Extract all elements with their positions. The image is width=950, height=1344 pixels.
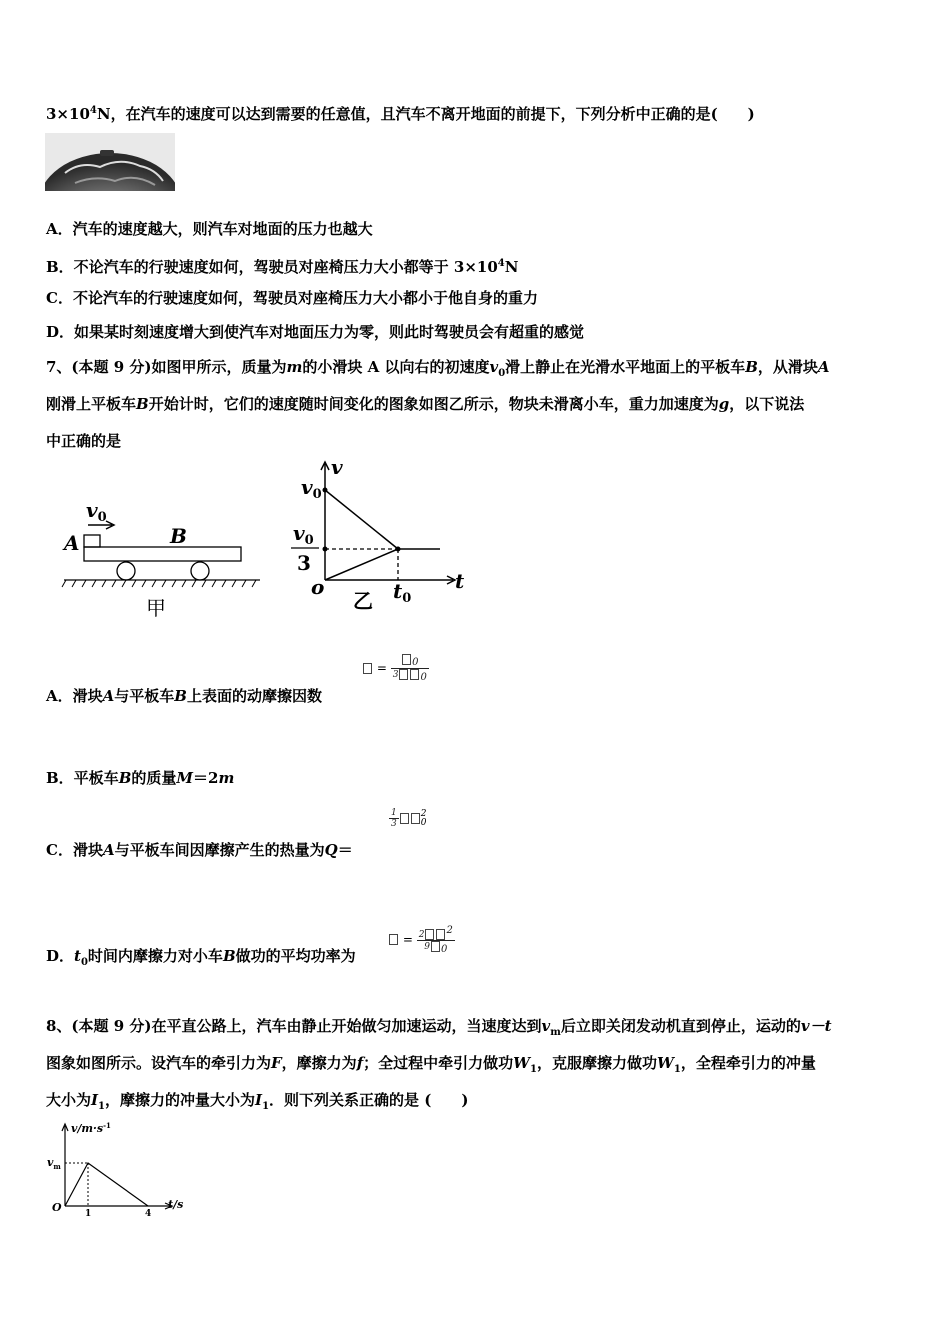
fig-jia-B-label: B (170, 524, 187, 548)
wheel-right (191, 562, 209, 580)
board (84, 547, 241, 561)
q7-stem-line1: 7、(本题 9 分)如图甲所示，质量为m的小滑块 A 以向右的初速度$v_0$滑上静止在光滑水平地面上的平板车B，从滑块A (46, 358, 830, 379)
figure-jia (60, 495, 270, 625)
q7-option-b: B．平板车B的质量M＝2m (46, 769, 235, 787)
formula-c: $\frac{1}{3}$ 2 0 (391, 808, 427, 829)
q6-option-a: A．汽车的速度越大，则汽车对地面的压力也越大 (46, 220, 373, 238)
q8-x-label: t/s (168, 1198, 184, 1211)
fig-yi-caption: 乙 (353, 589, 373, 613)
fig-jia-caption: 甲 (146, 596, 166, 620)
q7-option-d: D．$t_0$时间内摩擦力对小车B做功的平均功率为 (46, 947, 356, 968)
q8-vt-chart (45, 1118, 195, 1218)
formula-d: = $\frac{2 ^2}{9 _0}$ (388, 925, 455, 955)
q8-vm-label: $v_m$ (47, 1156, 61, 1171)
q8-origin-label: O (52, 1201, 62, 1214)
q7-stem-line2: 刚滑上平板车B开始计时，它们的速度随时间变化的图象如图乙所示，物块未滑离小车，重力加速度为g，以下说法 (46, 395, 805, 413)
q6-stem: $3\times 10^4N$，在汽车的速度可以达到需要的任意值，且汽车不离开地面的前提下，下列分析中正确的是( ) (46, 105, 755, 123)
fig-yi-v0: $v_0$ (301, 475, 322, 502)
slider-block (84, 535, 100, 547)
fig-yi-t0: $t_0$ (393, 579, 412, 606)
q6-option-d: D．如果某时刻速度增大到使汽车对地面压力为零，则此时驾驶员会有超重的感觉 (46, 323, 585, 341)
q6-option-b: B．不论汽车的行驶速度如何，驾驶员对座椅压力大小都等于 $3\times 10^4N$ (46, 258, 519, 276)
wheel-left (117, 562, 135, 580)
fig-yi-three: 3 (297, 551, 311, 575)
fig-yi-v0-over-3: $v_0$ (293, 521, 314, 548)
q8-stem-line1: 8、(本题 9 分)在平直公路上，汽车由静止开始做匀加速运动，当速度达到$v_m$后立即关闭发动机直到停止，运动的v－t (46, 1017, 832, 1038)
q7-option-a: A．滑块A与平板车B上表面的动摩擦因数 (46, 687, 322, 705)
q8-stem-line3: 大小为$I_1$，摩擦力的冲量大小为$I_1$．则下列关系正确的是 ( ) (46, 1091, 469, 1112)
fig-yi-origin: o (311, 575, 325, 599)
q8-tick-1: 1 (85, 1209, 92, 1218)
q6-option-c: C．不论汽车的行驶速度如何，驾驶员对座椅压力大小都小于他自身的重力 (46, 289, 538, 307)
q8-y-label: $v/m\cdot s^{-1}$ (71, 1121, 111, 1135)
formula-a: = $\frac{_0}{3 _0}$ (362, 654, 429, 683)
fig-jia-A-label: A (64, 531, 80, 555)
earth-car-photo (45, 133, 175, 191)
q8-stem-line2: 图象如图所示。设汽车的牵引力为F，摩擦力为f；全过程中牵引力做功$W_1$，克服摩擦力做功$W_1$，全程牵引力的冲量 (46, 1054, 816, 1075)
q8-vt-line (65, 1163, 148, 1206)
q7-option-c: C．滑块A与平板车间因摩擦产生的热量为Q＝ (46, 841, 353, 859)
fig-yi-v-axis: v (331, 458, 343, 479)
q8-tick-4: 4 (145, 1209, 152, 1218)
q7-stem-line3: 中正确的是 (46, 432, 122, 450)
fig-yi-t-axis: t (455, 569, 465, 593)
fig-jia-v0-label: $v_0$ (86, 498, 107, 525)
figure-yi (285, 458, 475, 618)
